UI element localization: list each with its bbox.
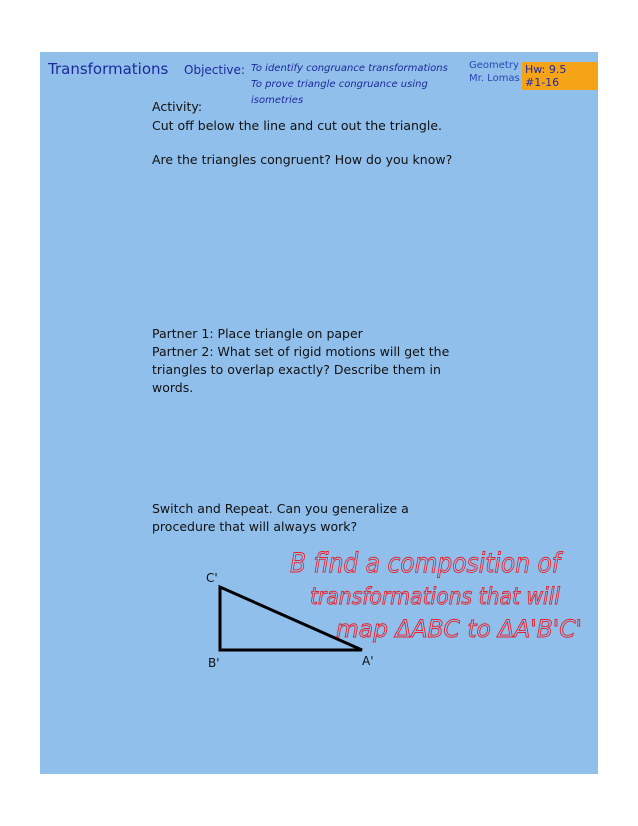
- partner-line-3: triangles to overlap exactly? Describe them in: [152, 362, 441, 377]
- vertex-label-a: A': [362, 654, 374, 668]
- objective-label: Objective:: [184, 63, 245, 77]
- teacher-name: Mr. Lomas: [469, 73, 520, 84]
- vertex-label-c: C': [206, 571, 218, 585]
- partner-line-4: words.: [152, 380, 194, 395]
- slide: [40, 52, 598, 774]
- slide-title: Transformations: [48, 60, 169, 78]
- vertex-label-b: B': [208, 656, 220, 670]
- activity-heading: Activity:: [152, 99, 203, 114]
- partner-line-2: Partner 2: What set of rigid motions will get the: [152, 344, 450, 359]
- objective-line-2: To prove triangle congruance using: [251, 79, 428, 90]
- homework-problems: #1-16: [525, 76, 560, 89]
- switch-line-2: procedure that will always work?: [152, 519, 358, 534]
- triangle-figure: [40, 52, 598, 774]
- annotation-line-3: map ΔABC to ΔA'B'C': [336, 615, 582, 643]
- course-name: Geometry: [469, 60, 519, 71]
- annotation-line-2: transformations that will: [310, 584, 561, 610]
- objective-line-1: To identify congruance transformations: [251, 63, 448, 74]
- activity-question: Are the triangles congruent? How do you know?: [152, 152, 453, 167]
- activity-instruction: Cut off below the line and cut out the triangle.: [152, 118, 442, 133]
- homework-assignment: Hw: 9.5: [525, 63, 567, 76]
- switch-line-1: Switch and Repeat. Can you generalize a: [152, 501, 409, 516]
- annotation-line-1: B find a composition of: [290, 548, 564, 579]
- handwritten-annotation: [286, 536, 596, 656]
- objective-line-3: isometries: [251, 95, 304, 106]
- partner-line-1: Partner 1: Place triangle on paper: [152, 326, 363, 341]
